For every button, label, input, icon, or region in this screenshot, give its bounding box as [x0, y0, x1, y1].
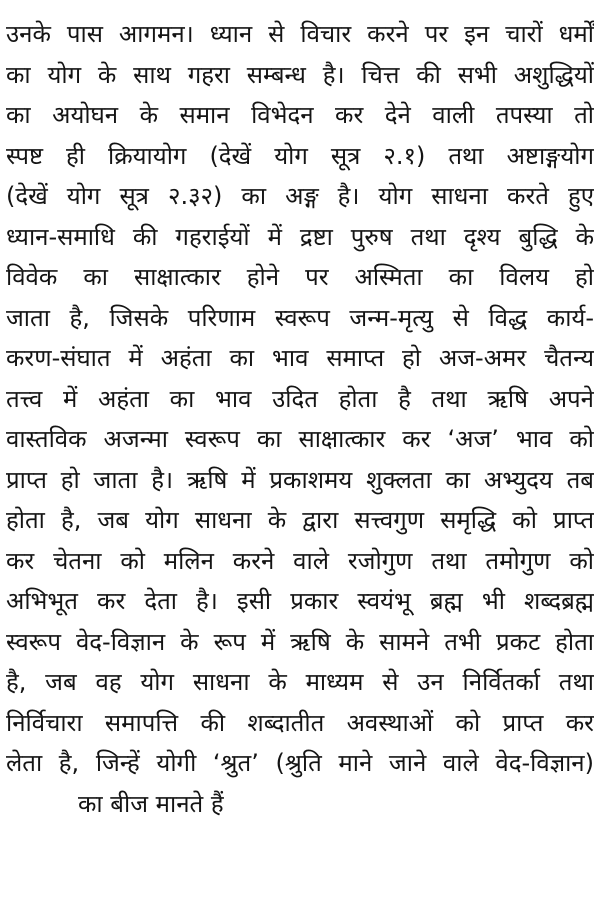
text-line: निर्विचारा समापत्ति की शब्दातीत अवस्थाओं को प्राप्त कर — [6, 708, 594, 737]
text-line: लेता है, जिन्हें योगी ‘श्रुत’ (श्रुति माने जाने वाले वेद-विज्ञान) — [6, 749, 594, 777]
text-line: प्राप्त हो जाता है। ऋषि में प्रकाशमय शुक्लता का अभ्युदय तब — [6, 465, 594, 494]
text-line: होता है, जब योग साधना के द्वारा सत्त्वगुण समृद्धि को प्राप्त — [6, 506, 594, 534]
text-line: करण-संघात में अहंता का भाव समाप्त हो अज-अमर चैतन्य — [6, 344, 594, 372]
text-line: स्पष्ट ही क्रियायोग (देखें योग सूत्र २.१) तथा अष्टाङ्गयोग — [6, 141, 594, 170]
text-line: विवेक का साक्षात्कार होने पर अस्मिता का विलय हो — [6, 263, 594, 291]
text-line: का योग के साथ गहरा सम्बन्ध है। चित्त की सभी अशुद्धियों — [6, 60, 594, 89]
text-line: स्वरूप वेद-विज्ञान के रूप में ऋषि के सामने तभी प्रकट होता — [6, 627, 594, 656]
text-line: का बीज मानते हैं — [78, 789, 224, 818]
text-line: (देखें योग सूत्र २.३२) का अङ्ग है। योग साधना करते हुए — [6, 182, 594, 210]
text-line: वास्तविक अजन्मा स्वरूप का साक्षात्कार कर ‘अज’ भाव को — [6, 425, 594, 453]
body-text — [6, 14, 594, 824]
text-line: अभिभूत कर देता है। इसी प्रकार स्वयंभू ब्रह्म भी शब्दब्रह्म — [6, 587, 594, 615]
text-line: है, जब वह योग साधना के माध्यम से उन निर्वितर्का तथा — [6, 668, 594, 696]
text-line: उनके पास आगमन। ध्यान से विचार करने पर इन चारों धर्मों — [6, 20, 594, 48]
text-line: कर चेतना को मलिन करने वाले रजोगुण तथा तमोगुण को — [6, 546, 594, 575]
text-line: ध्यान-समाधि की गहराईयों में द्रष्टा पुरुष तथा दृश्य बुद्धि के — [6, 222, 594, 251]
text-line: का अयोघन के समान विभेदन कर देने वाली तपस्या तो — [6, 101, 594, 129]
text-line: जाता है, जिसके परिणाम स्वरूप जन्म-मृत्यु से विद्ध कार्य- — [6, 303, 594, 332]
text-line: तत्त्व में अहंता का भाव उदित होता है तथा ऋषि अपने — [6, 384, 594, 413]
